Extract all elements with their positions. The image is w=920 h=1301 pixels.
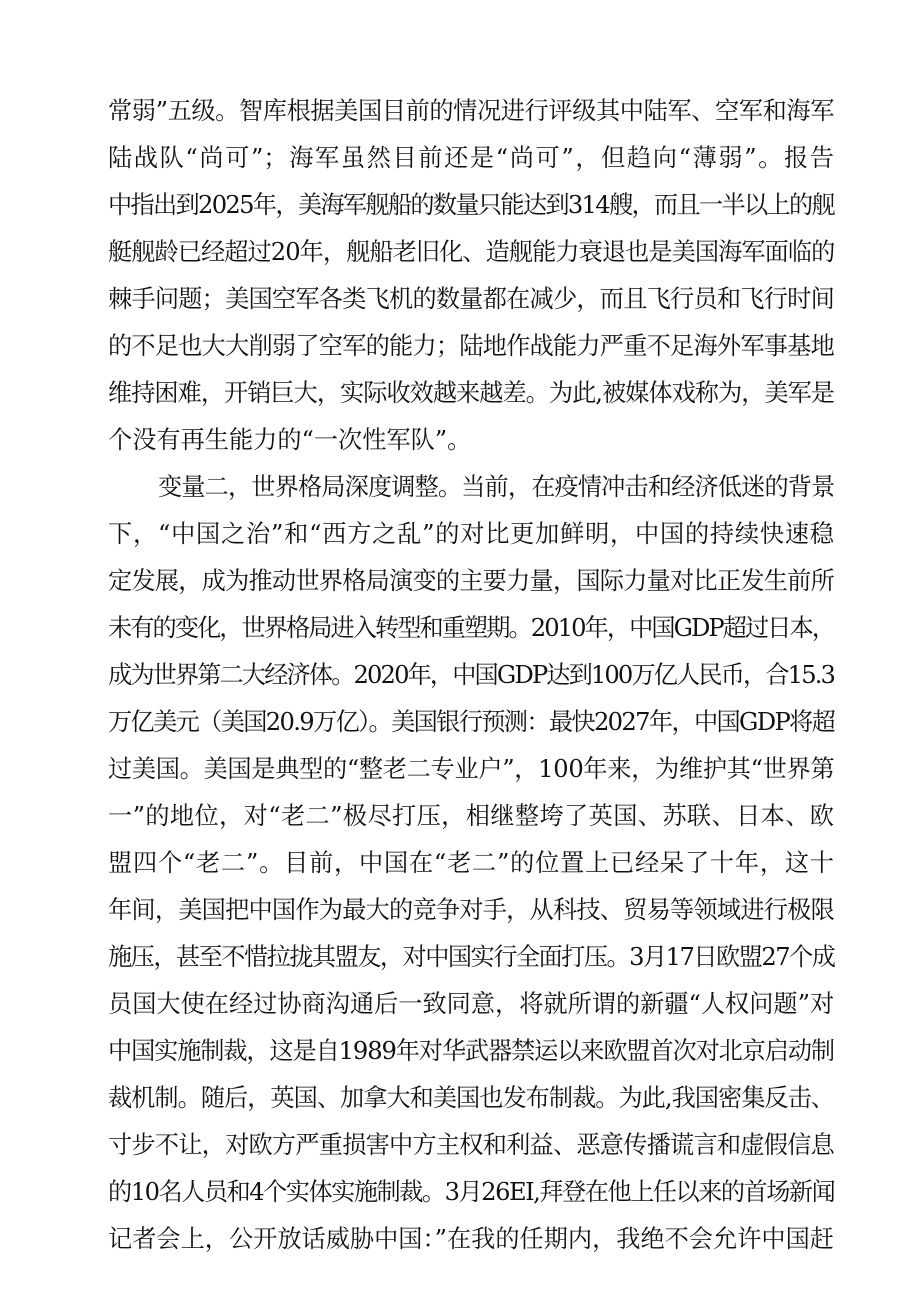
text-line: 常弱”五级。智库根据美国目前的情况进行评级其中陆军、空军和海军 (108, 97, 834, 125)
text-line: 中指出到2025年，美海军舰船的数量只能达到314艘，而且一半以上的舰 (108, 191, 834, 219)
text-line: 裁机制。随后，英国、加拿大和美国也发布制裁。为此,我国密集反击、 (108, 1084, 834, 1112)
text-line: 变量二，世界格局深度调整。当前，在疫情冲击和经济低迷的背景 (158, 473, 835, 501)
paragraph (108, 88, 834, 464)
text-line: 艇舰龄已经超过20年，舰船老旧化、造舰能力衰退也是美国海军面临的 (108, 238, 835, 266)
text-line: 陆战队“尚可”；海军虽然目前还是“尚可”，但趋向“薄弱”。报告 (108, 144, 834, 172)
text-line: 维持困难，开销巨大，实际收效越来越差。为此,被媒体戏称为，美军是 (108, 379, 834, 407)
text-line: 下，“中国之治”和“西方之乱”的对比更加鲜明，中国的持续快速稳 (108, 520, 834, 548)
text-line: 棘手问题；美国空军各类飞机的数量都在减少，而且飞行员和飞行时间 (108, 285, 834, 313)
text-line: 的10名人员和4个实体实施制裁。3月26EI,拜登在他上任以来的首场新闻 (108, 1178, 835, 1206)
text-line: 个没有再生能力的“一次性军队”。 (108, 426, 472, 454)
text-line: 记者会上，公开放话威胁中国：”在我的任期内，我绝不会允许中国赶 (108, 1225, 834, 1253)
paragraph (108, 464, 834, 1263)
text-line: 员国大使在经过协商沟通后一致同意，将就所谓的新疆“人权问题”对 (108, 990, 835, 1018)
text-line: 年间，美国把中国作为最大的竞争对手，从科技、贸易等领域进行极限 (108, 896, 834, 924)
text-line: 过美国。美国是典型的“整老二专业户”，100年来，为维护其“世界第 (108, 755, 835, 783)
text-line: 的不足也大大削弱了空军的能力；陆地作战能力严重不足海外军事基地 (108, 332, 834, 360)
text-line: 寸步不让，对欧方严重损害中方主权和利益、恶意传播谎言和虚假信息 (108, 1131, 834, 1159)
text-line: 中国实施制裁，这是自1989年对华武器禁运以来欧盟首次对北京启动制 (108, 1037, 834, 1065)
text-line: 施压，甚至不惜拉拢其盟友，对中国实行全面打压。3月17日欧盟27个成 (108, 943, 835, 971)
text-line: 盟四个“老二”。目前，中国在“老二”的位置上已经呆了十年，这十 (108, 849, 834, 877)
text-line: 成为世界第二大经济体。2020年，中国GDP达到100万亿人民币，合15.3 (108, 661, 835, 689)
text-line: 定发展，成为推动世界格局演变的主要力量，国际力量对比正发生前所 (108, 567, 834, 595)
text-line: 万亿美元（美国20.9万亿）。美国银行预测：最快2027年，中国GDP将超 (108, 708, 835, 736)
text-line: 一”的地位，对“老二”极尽打压，相继整垮了英国、苏联、日本、欧 (108, 802, 834, 830)
text-line: 未有的变化，世界格局进入转型和重塑期。2010年，中国GDP超过日本， (108, 614, 834, 642)
document-body (108, 88, 834, 1263)
